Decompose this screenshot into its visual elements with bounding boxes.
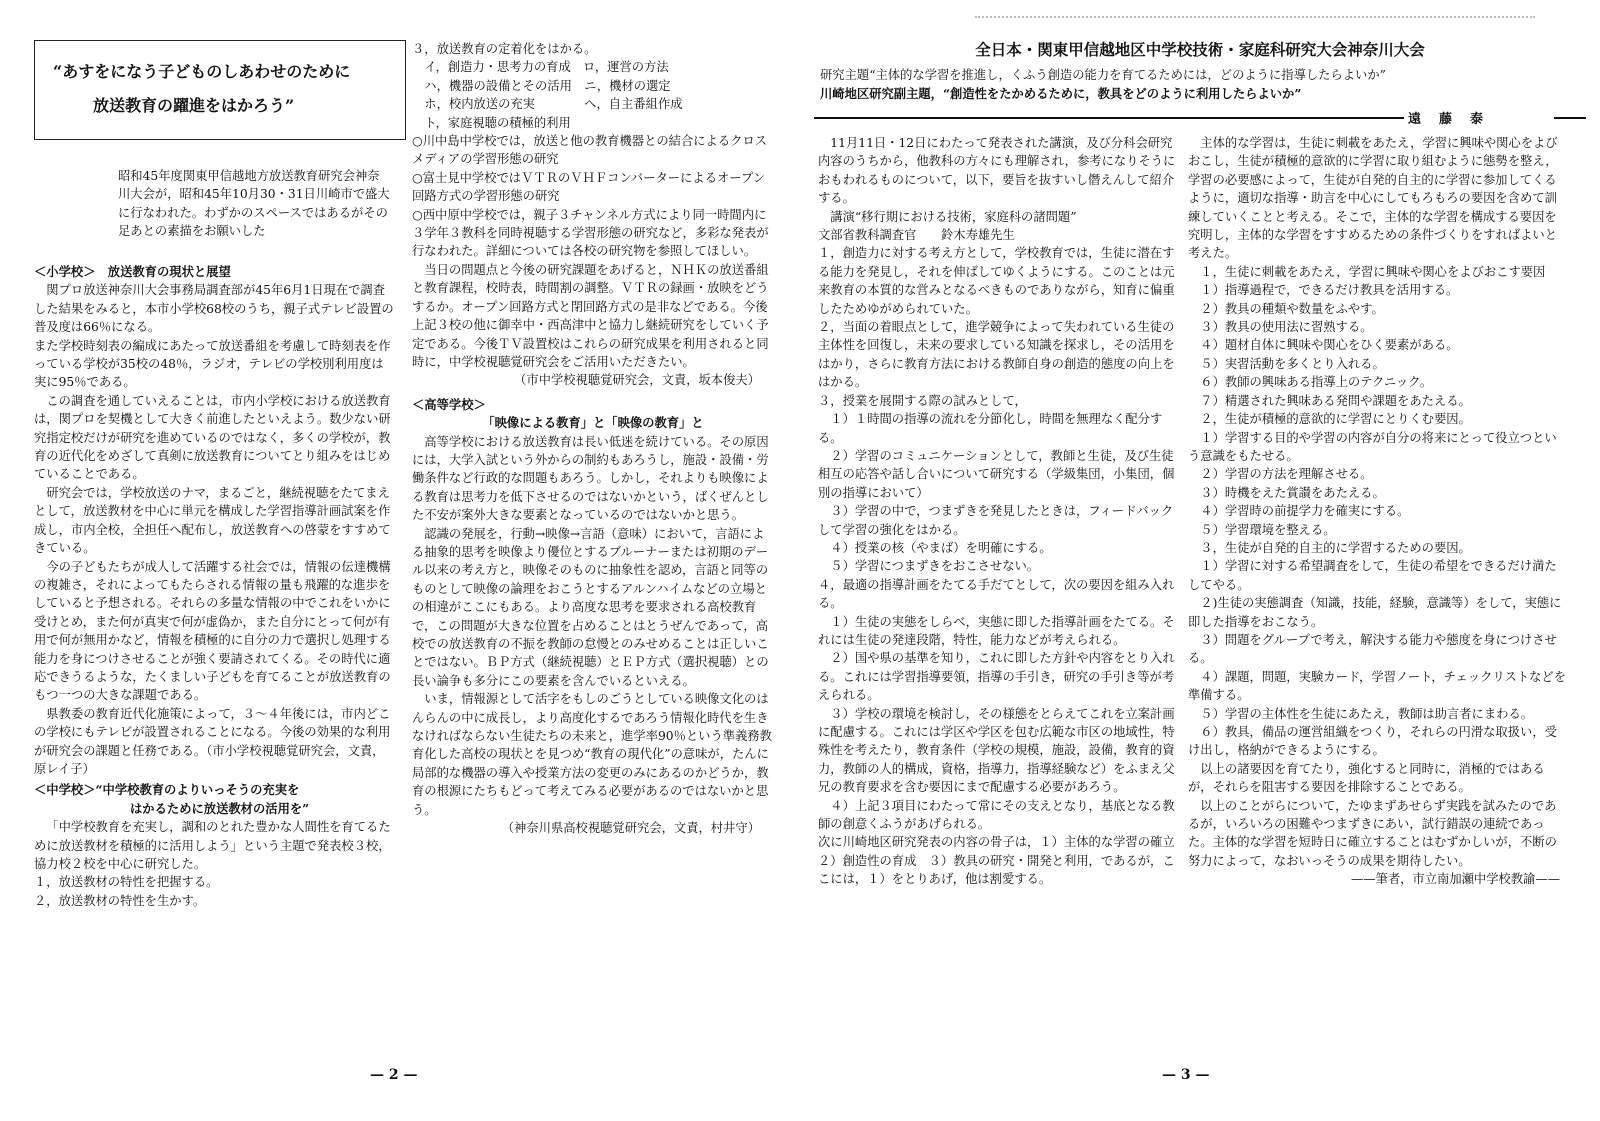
paragraph: 県教委の教育近代化施策によって，３～４年後には，市内どこの学校にもテレビが設置されることになる。今後の効果的な利用が研究会の課題と任務である。（市小学校視聴覚研究会，文責，原レイ子） [34, 706, 391, 776]
lecture-title: 講演“移行期における技術，家庭科の諸問題” [830, 209, 1077, 224]
list-heading: ２，生徒が積極的意欲的に学習にとりくむ要因。 [1200, 412, 1471, 427]
article-title: 全日本・関東甲信越地区中学校技術・家庭科研究大会神奈川大会 [975, 41, 1425, 59]
list-item: １）学習する目的や学習の内容が自分の将来にとって役立つという意識をもたせる。 [1188, 430, 1557, 463]
lecture-speaker: 文部省教科調査官 鈴木寿雄先生 [818, 228, 1015, 243]
list-item: ４）課題，問題，実験カード，学習ノート，チェックリストなどを準備する。 [1188, 669, 1567, 703]
author-name: 遠藤泰 [1408, 112, 1502, 127]
school-item: ○川中島中学校では，放送と他の教育機器との結合によるクロスメディアの学習形態の研究 [412, 134, 768, 167]
list-item: ４）学習時の前提学力を確実にする。 [1200, 504, 1410, 519]
paragraph: 「中学校教育を充実し，調和のとれた豊かな人間性を育てるために放送教材を積極的に活用しよう」という主題で発表校３校，協力校２校を中心に研究した。 [34, 820, 391, 871]
school-item: ○富士見中学校ではＶＴＲのＶＨＦコンバーターによるオープン回路方式の学習形態の研究 [412, 170, 766, 204]
paragraph: 高等学校における放送教育は長い低迷を続けている。その原因には，大学入試という外からの制約もあろうし，施設・設備・労働条件など行政的な問題もあろう。しかし，それよりも映像による教育は思考力を低下させるのではないかという，ばくぜんとした不安が案外大きな要素となっているのではないかと思う。 [412, 434, 769, 523]
author-line [814, 108, 1586, 127]
list-item: ２）教具の種類や数量をふやす。 [1200, 301, 1384, 316]
paragraph: 11月11日・12日にわたって発表された講演，及び分科会研究内容のうちから，他教科の方々にも理解され，参考になりそうにおもわれるものについて，以下，要旨を抜すいし僭えんして紹介する。 [818, 136, 1176, 206]
column-c [818, 134, 1187, 889]
section-heading: ＜小学校＞ 放送教育の現状と展望 [34, 264, 231, 279]
theme-line1: 研究主題“主体的な学習を推進し，くふう創造の能力を育てるためには，どのように指導したらよいか” [820, 68, 1386, 82]
paragraph: 関プロ放送神奈川大会事務局調査部が45年6月1日現在で調査した結果をみると，本市小学校68校のうち，親子式テレビ設置の普及度は66％になる。 [34, 283, 394, 335]
list-item: １，放送教材の特性を把握する。 [34, 875, 219, 890]
column-a [34, 263, 394, 910]
list-item: ７）精選された興味ある発問や課題をあたえる。 [1200, 393, 1471, 408]
list-item: ６）教具，備品の運営組織をつくり，それらの円滑な取扱い，受け出し，格納ができるようにする。 [1188, 725, 1557, 758]
list-item: ２)生徒の実態調査（知識，技能，経験，意識等）をして，実態に即した指導をおこなう。 [1188, 596, 1562, 629]
paragraph: 研究会では，学校放送のナマ，まるごと，継続視聴をたてまえとして，放送教材を中心に単元を構成した学習指導計画試案を作成し，市内全校，全担任へ配布し，放送教育への啓蒙をすすめてきている。 [34, 485, 391, 556]
paragraph: いま，情報源として活字をもしのごうとしている映像文化のはんらんの中に成長し，より高度化するであろう情報化時代を生きなければならない生徒たちの未来と，進学率90％という準義務教育化した高校の現状とを見つめ“教育の現代化”の意味が，たんに局部的な機器の導入や授業方法の変更のみにあるのかどうか，教育の根源にたちもどって考えてみる必要があるのではないかと思う。 [412, 692, 772, 817]
paragraph: 主体的な学習は，生徒に刺載をあたえ，学習に興味や関心をよびおこし，生徒が積極的意欲的に学習に取り組むように態勢を整え，学習の必要感によって，生徒が自発的自主的に学習に参加してくるように，適切な指導・助言を中心にしてもろもろの要因を含めて訓練していくことと考える。そこで，主体的な学習を構成する要因を究明し，主体的な学習をすすめるための条件づくりをすればよいと考えた。 [1188, 136, 1558, 261]
list-item: ４）題材自体に興味や関心をひく要素がある。 [1200, 338, 1459, 353]
list-item: ３）時機をえた賞讃をあたえる。 [1200, 485, 1385, 500]
paragraph: ５）学習につまずきをおこさせない。 [830, 559, 1040, 574]
section-heading: はかるために放送教材の活用を” [130, 800, 310, 816]
list-item: ３，放送教育の定着化をはかる。 [412, 42, 597, 56]
sub-list-item: ト，家庭視聴の積極的利用 [424, 115, 571, 130]
page-number: — 3 — [1162, 1067, 1210, 1083]
paragraph: 以上のことがらについて，たゆまずあせらず実践を試みたのであるが，いろいろの困難やつまずきにあい，試行錯誤の連続であった。主体的な学習を短時日に確立することはむずかしいが，不断の努力によって，なおいっそうの成果を期待したい。 [1188, 798, 1557, 868]
list-heading: １，生徒に刺載をあたえ，学習に興味や関心をよびおこす要因 [1200, 264, 1546, 279]
paragraph: ３）学校の環境を検討し，その様態をとらえてこれを立案計画に配慮する。これには学区や学区を包む広範な市区の地域性，特殊性を考えたり，教育条件（学校の規模，施設，設備，教育的資力，教師の人的構成，資格，指導力，指導経験など）をふまえ父兄の教育要求を含む要因にまで配慮する必要があろう。 [818, 706, 1175, 795]
section-subheading: 「映像による教育」と「映像の教育」と [482, 415, 704, 431]
section-heading: ＜高等学校＞ [412, 396, 486, 412]
paragraph: ３）学習の中で，つまずきを発見したときは，フィードバックして学習の強化をはかる。 [818, 504, 1174, 537]
paragraph: １，創造力に対する考え方として，学校教育では，生徒に潜在する能力を発見し，それを伸ばしてゆくようにする。このことは元来教育の本質的な営みとなるべきものでありながら，知育に偏重したためゆがめられていた。 [818, 246, 1175, 316]
paragraph: ３，授業を展開する際の試みとして， [818, 393, 1027, 408]
theme-line2: 川崎地区研究副主題，“創造性をたかめるために，教具をどのように利用したらよいか” [820, 85, 1302, 101]
column-b [412, 40, 774, 837]
paragraph: 今の子どもたちが成人して活躍する社会では，情報の伝達機構の複雑さ，それによってもたらされる情報の量も飛躍的な進歩をしていると予想される。それらの多量な情報の中でこれをいかに受けとめ，また何が真実で何が虚偽か，また自分にとって何が有用で何が無用かなど，情報を積極的に自分の力で選択し処理する能力を身につけさせることが強く要請されてくる。その時代に適応できうるような，たくましい子どもを育てることが放送教育のもつ一つの大きな課題である。 [34, 559, 391, 703]
paragraph: １）生徒の実態をしらべ，実態に即した指導計画をたてる。それには生徒の発達段階，特性，能力などが考えられる。 [818, 614, 1175, 647]
signature: ——筆者，市立南加瀬中学校教諭—— [1350, 872, 1560, 887]
paragraph: 認識の発展を，行動→映像→言語（意味）において，言語による抽象的思考を映像より優位とするブルーナーまたは初期のデール以来の考え方と，映像そのものに抽象性を認め，言語と同等のものとして映像の論理をおこうとするアルンハイムなどの立場との相違がここにもある。より高度な思考を要求される高校教育で，この問題が大きな位置を占めることはとうぜんであって，高校での放送教育の不振を教師の怠慢とのみせめることは正しいことではない。ＢＰ方式（継続視聴）とＥＰ方式（選択視聴）との長い論争も多分にこの要素を含んでいるといえる。 [412, 526, 769, 688]
list-item: ２）学習の方法を理解させる。 [1200, 467, 1373, 482]
list-heading: ３，生徒が自発的自主的に学習するための要因。 [1200, 540, 1471, 555]
list-item: ６）教師の興味ある指導上のテクニック。 [1200, 375, 1433, 390]
paragraph: ２）学習のコミュニケーションとして，教師と生徒，及び生徒相互の応答や話し合いについて研究する（学級集団，小集団，個別の指導において） [818, 448, 1175, 500]
headline-box [34, 40, 406, 140]
list-item: １）学習に対する希望調査をして，生徒の希望をできるだけ満たしてやる。 [1188, 559, 1557, 592]
headline-line2: 放送教育の躍進をはかろう” [93, 96, 295, 115]
headline-line1: “あすをになう子どものしあわせのために [53, 62, 351, 81]
list-item: ３）教具の使用法に習熟する。 [1200, 320, 1373, 335]
scan-artifact [975, 16, 1535, 18]
list-item: １）指導過程で，できるだけ教具を活用する。 [1200, 283, 1459, 298]
page-number: — 2 — [370, 1067, 418, 1083]
paragraph: ４）上記３項目にわたって常にその支えとなり，基底となる教師の創意くふうがあげられる。 [818, 798, 1175, 832]
research-theme [820, 66, 1580, 103]
paragraph: この調査を通していえることは，市内小学校における放送教育は，関プロを契機として大きく前進したといえよう。数少ない研究指定校だけが研究を進めているのではなく，多くの学校が，教育の近代化をめざして真剣に放送教育についてとり組みをはじめていることである。 [34, 393, 391, 482]
signature: （市中学校視聴覚研究会，文責，坂本俊夫） [514, 373, 760, 388]
paragraph: １）１時間の指導の流れを分節化し，時間を無理なく配分する。 [818, 412, 1163, 445]
paragraph: 当日の問題点と今後の研究課題をあげると，ＮＨＫの放送番組と教育課程，校時表，時間割の調整。ＶＴＲの録画・放映をどうするか。オープン回路方式と閉回路方式の是非などである。今後上記３校の他に御幸中・西高津中と協力し継続研究をしていく予定である。今後ＴＶ設置校はこれらの研究成果を利用されると同時に，中学校視聴覚研究会をご活用いただきたい。 [412, 262, 769, 369]
list-item: ３）問題をグループで考え，解決する能力や態度を身につけさせる。 [1188, 632, 1557, 666]
sub-list-item: ハ，機器の設備とその活用 ニ，機材の選定 [424, 78, 671, 93]
paragraph: 以上の諸要因を育てたり，強化すると同時に，消極的ではあるが，それらを阻害する要因を排除することである。 [1188, 761, 1545, 795]
divider [1554, 117, 1586, 119]
right-page [800, 0, 1600, 1121]
paragraph: ４，最適の指導計画をたてる手だてとして，次の要因を組み入れる。 [818, 577, 1175, 611]
sub-list-item: イ，創造力・思考力の育成 ロ，運営の方法 [424, 60, 669, 75]
paragraph: ４）授業の核（やまば）を明確にする。 [830, 540, 1052, 555]
section-heading: ＜中学校＞“中学校教育のよりいっそうの充実を [34, 782, 300, 798]
column-d [1188, 134, 1568, 889]
intro-text: 昭和45年度関東甲信越地方放送教育研究会神奈川大会が，昭和45年10月30・31日川崎市で盛大に行なわれた。わずかのスペースではあるがその足あとの素描をお願いした [118, 169, 390, 239]
list-item: ５）実習活動を多くとり入れる。 [1200, 356, 1385, 371]
paragraph: また学校時刻表の編成にあたって放送番組を考慮して時刻表を作っている学校が35校の48％，ラジオ，テレビの学校別利用度は実に95％である。 [34, 338, 391, 390]
paragraph: ２）国や県の基準を知り，これに即した方針や内容をとり入れる。これには学習指導要領，指導の手引き，研究の手引き等が考えられる。 [818, 651, 1175, 703]
sub-list-item: ホ，校内放送の充実 へ，自主番組作成 [424, 97, 683, 112]
list-item: ５）学習環境を整える。 [1200, 522, 1336, 537]
paragraph: ２，当面の着眼点として，進学競争によって失われている生徒の主体性を回復し，未来の要求している知識を探求し，その活用をはかり，さらに教育方法における教師自身の創造的態度の向上をはかる。 [818, 320, 1175, 390]
school-item: ○西中原中学校では，親子３チャンネル方式により同一時間内に３学年３教科を同時視聴する学習形態の研究など，多彩な発表が行なわれた。詳細については各校の研究物を参照してほしい。 [412, 207, 769, 259]
list-item: ２，放送教材の特性を生かす。 [34, 893, 206, 908]
paragraph: 次に川崎地区研究発表の内容の骨子は，１）主体的な学習の確立 ２）創造性の育成 ３）教具の研究・開発と利用，であるが，ここには，１）をとりあげ，他は割愛する。 [818, 835, 1187, 887]
divider [814, 117, 1404, 119]
list-item: ５）学習の主体性を生徒にあたえ，教師は助言者にまわる。 [1200, 706, 1534, 721]
signature: （神奈川県高校視聴覚研究会，文責，村井守） [501, 821, 760, 836]
